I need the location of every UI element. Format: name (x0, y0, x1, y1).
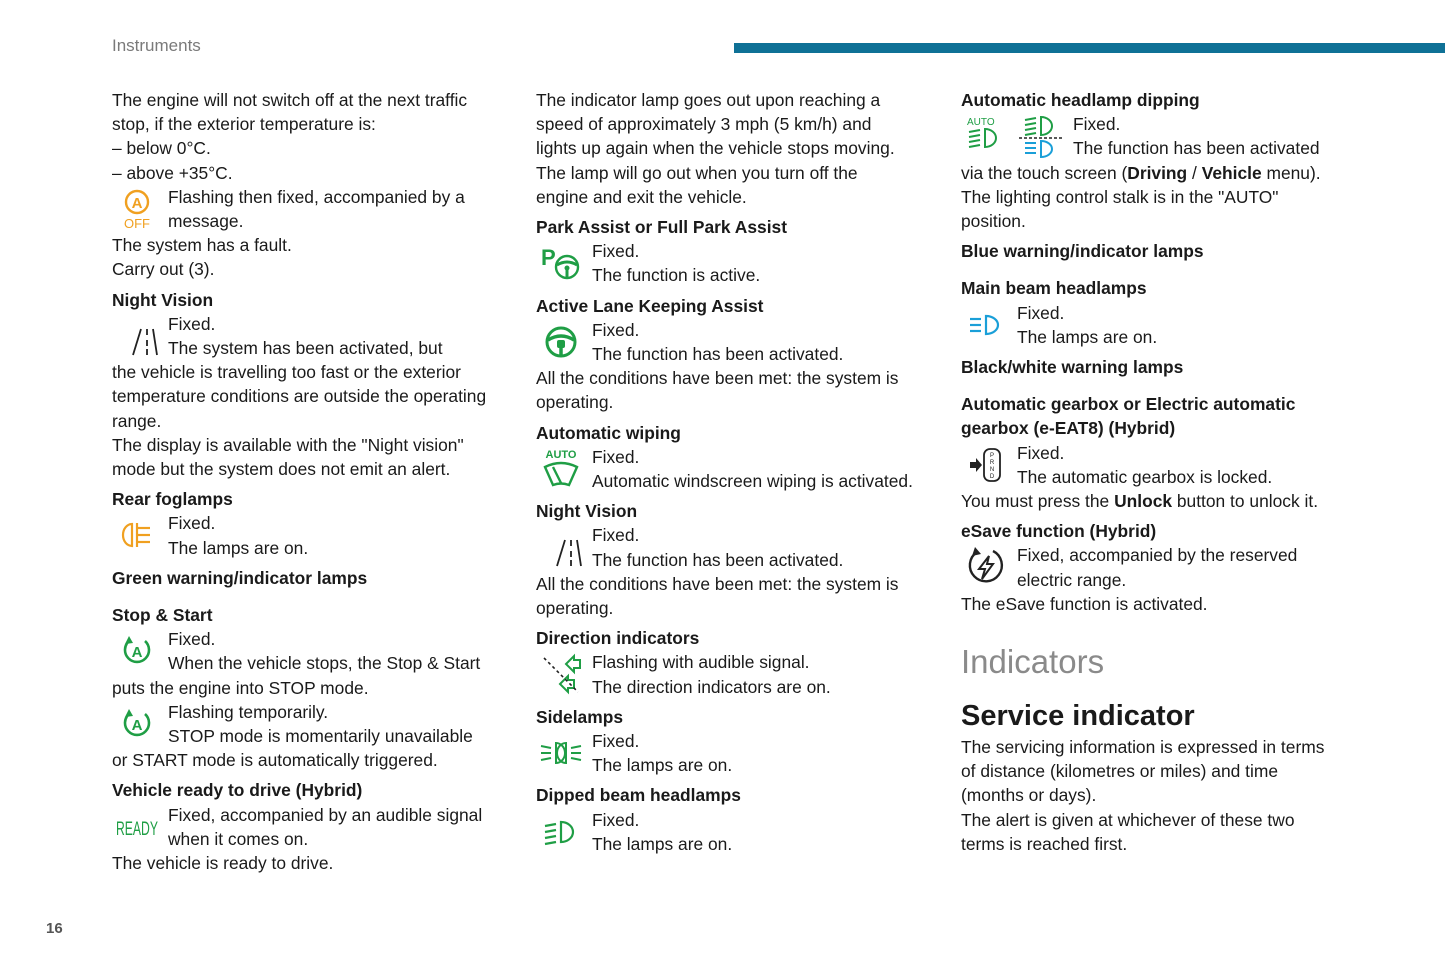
rear-foglamp-icon (112, 513, 162, 557)
lamp-description: The function is active. (592, 265, 761, 286)
lamp-state: Fixed. (1017, 302, 1065, 323)
description-line: temperature conditions are outside the operating (112, 386, 487, 407)
stop-start-icon-letter: A (131, 716, 143, 734)
main-beam-heading: Main beam headlamps (961, 278, 1147, 299)
stop-start-heading: Stop & Start (112, 605, 213, 626)
lamp-description: message. (168, 211, 244, 232)
lamp-state: Flashing then fixed, accompanied by a (168, 186, 465, 207)
gearbox-heading: gearbox (e-EAT8) (Hybrid) (961, 418, 1176, 439)
direction-indicators-heading: Direction indicators (536, 628, 700, 649)
lamp-state: Fixed. (168, 313, 216, 334)
intro-line: stop, if the exterior temperature is: (112, 114, 376, 135)
column-3 (961, 88, 1401, 856)
description-line: The servicing information is expressed in terms (961, 737, 1325, 758)
auto-wiper-icon-label: AUTO (545, 448, 577, 461)
description-line: mode but the system does not emit an alert. (112, 459, 451, 480)
lamp-description: The function has been activated. (592, 344, 844, 365)
auto-headlamp-icons (961, 114, 1073, 158)
description-line: (months or days). (961, 785, 1097, 806)
description-line: speed of approximately 3 mph (5 km/h) and (536, 114, 872, 135)
gearbox-lock-icon (961, 443, 1011, 487)
section-header: Instruments (112, 36, 201, 55)
esave-entry (961, 543, 1401, 591)
lamp-description: The system has been activated, but (168, 338, 443, 359)
ready-icon (112, 805, 162, 849)
vehicle-ready-entry (112, 803, 517, 851)
lamp-state: Flashing with audible signal. (592, 652, 810, 673)
dipped-beam-heading: Dipped beam headlamps (536, 785, 741, 806)
description-line: via the touch screen (Driving / Vehicle menu). (961, 162, 1321, 183)
lamp-description: STOP mode is momentarily unavailable (168, 726, 473, 747)
esave-icon (961, 545, 1011, 589)
lane-keeping-entry (536, 318, 941, 366)
lamp-state: Fixed, accompanied by the reserved (1017, 545, 1298, 566)
lamp-description: The automatic gearbox is locked. (1017, 466, 1273, 487)
auto-headlamp-icon-label: AUTO (967, 117, 995, 129)
auto-headlamp-dipping-entry (961, 112, 1401, 160)
night-vision-entry (112, 312, 517, 360)
lamp-description: electric range. (1017, 569, 1127, 590)
indicators-section-title: Indicators (961, 643, 1105, 681)
lamp-description: Automatic windscreen wiping is activated. (592, 471, 913, 492)
stop-start-flashing-entry (112, 700, 517, 748)
description-line: range. (112, 410, 162, 431)
description-line: The lighting control stalk is in the "AUTO" (961, 186, 1279, 207)
blue-lamps-heading: Blue warning/indicator lamps (961, 241, 1204, 262)
description-line: The alert is given at whichever of these two (961, 809, 1295, 830)
auto-headlamp-dipping-heading: Automatic headlamp dipping (961, 90, 1200, 110)
stop-start-off-icon-label: OFF (124, 215, 150, 231)
park-assist-entry (536, 239, 941, 287)
dipped-beam-entry (536, 808, 941, 856)
vehicle-ready-heading: Vehicle ready to drive (Hybrid) (112, 780, 363, 801)
lane-keeping-heading: Active Lane Keeping Assist (536, 295, 764, 316)
night-vision-heading: Night Vision (536, 501, 638, 522)
description-line: The system has a fault. (112, 235, 292, 256)
description-line: The display is available with the "Night vision" (112, 434, 464, 455)
description-line: operating. (536, 392, 614, 413)
main-beam-entry (961, 301, 1401, 349)
description-line: The vehicle is ready to drive. (112, 853, 334, 874)
stop-start-icon-letter: A (131, 644, 143, 662)
description-line: lights up again when the vehicle stops moving. (536, 138, 895, 159)
stop-start-icon (112, 702, 162, 746)
direction-indicator-icon (536, 652, 586, 696)
stop-start-off-entry (112, 185, 517, 233)
description-line: puts the engine into STOP mode. (112, 677, 369, 698)
sidelamps-entry (536, 729, 941, 777)
gear-letter-d: D (989, 473, 995, 480)
night-vision-heading: Night Vision (112, 289, 214, 310)
main-beam-icon (961, 303, 1011, 347)
automatic-wiping-entry (536, 445, 941, 493)
esave-heading: eSave function (Hybrid) (961, 521, 1157, 542)
description-line: Carry out (3). (112, 259, 215, 280)
description-line: The eSave function is activated. (961, 593, 1208, 614)
lamp-description: The function has been activated. (592, 549, 844, 570)
park-assist-heading: Park Assist or Full Park Assist (536, 217, 787, 238)
lamp-state: Fixed. (1017, 442, 1065, 463)
lamp-description: The lamps are on. (592, 833, 733, 854)
temperature-bullet: – below 0°C. (112, 138, 211, 159)
lamp-state: Flashing temporarily. (168, 701, 329, 722)
rear-foglamps-heading: Rear foglamps (112, 489, 233, 510)
lamp-description: The direction indicators are on. (592, 676, 831, 697)
lamp-description: The lamps are on. (168, 537, 309, 558)
page-number: 16 (46, 920, 63, 937)
description-line: engine and exit the vehicle. (536, 186, 747, 207)
stop-start-off-icon (112, 187, 162, 231)
description-line: The lamp will go out when you turn off the (536, 162, 858, 183)
gearbox-heading: Automatic gearbox or Electric automatic (961, 394, 1296, 415)
lamp-state: Fixed. (168, 513, 216, 534)
description-line: or START mode is automatically triggered. (112, 750, 438, 771)
description-line: position. (961, 211, 1026, 232)
sidelamps-icon (536, 731, 586, 775)
lamp-state: Fixed. (592, 446, 640, 467)
sidelamps-heading: Sidelamps (536, 706, 623, 727)
night-vision-entry (536, 523, 941, 571)
description-line: terms is reached first. (961, 833, 1128, 854)
rear-foglamps-entry (112, 511, 517, 559)
lamp-state: Fixed. (592, 319, 640, 340)
service-indicator-heading: Service indicator (961, 700, 1195, 733)
description-line: of distance (kilometres or miles) and time (961, 761, 1279, 782)
stop-start-off-icon-letter: A (131, 194, 143, 212)
description-line: The indicator lamp goes out upon reaching a (536, 90, 881, 110)
lamp-description: when it comes on. (168, 828, 309, 849)
lamp-state: Fixed. (592, 731, 640, 752)
intro-line: The engine will not switch off at the next traffic (112, 90, 468, 110)
column-2 (536, 88, 941, 856)
stop-start-entry (112, 627, 517, 675)
description-line: All the conditions have been met: the system is (536, 368, 899, 389)
header-accent-bar (734, 43, 1445, 53)
park-assist-icon (536, 241, 586, 285)
gear-letter-r: R (989, 459, 995, 466)
automatic-wiping-heading: Automatic wiping (536, 422, 681, 443)
lamp-description: The lamps are on. (592, 755, 733, 776)
lamp-state: Fixed. (592, 525, 640, 546)
green-lamps-heading: Green warning/indicator lamps (112, 567, 368, 588)
description-line: All the conditions have been met: the system is (536, 573, 899, 594)
steering-wheel-icon (536, 320, 586, 364)
direction-indicators-entry (536, 650, 941, 698)
lamp-state: Fixed. (168, 629, 216, 650)
lamp-description: The lamps are on. (1017, 326, 1158, 347)
ready-icon-label: READY (116, 818, 159, 840)
gearbox-entry (961, 441, 1401, 489)
dipped-beam-icon (536, 810, 586, 854)
lamp-state: Fixed. (1073, 114, 1121, 135)
column-1 (112, 88, 517, 875)
night-vision-icon (536, 525, 586, 569)
description-line: You must press the Unlock button to unlock it. (961, 491, 1319, 512)
gear-letter-p: P (989, 452, 995, 459)
gear-letter-n: N (989, 466, 995, 473)
night-vision-icon (112, 314, 162, 358)
lamp-description: The function has been activated (1073, 138, 1320, 159)
lamp-state: Fixed, accompanied by an audible signal (168, 804, 483, 825)
lamp-state: Fixed. (592, 241, 640, 262)
park-assist-icon-letter: P (541, 245, 556, 271)
stop-start-icon (112, 629, 162, 673)
temperature-bullet: – above +35°C. (112, 162, 233, 183)
auto-wiper-icon (536, 445, 586, 491)
lamp-state: Fixed. (592, 809, 640, 830)
black-white-lamps-heading: Black/white warning lamps (961, 357, 1184, 378)
lamp-description: When the vehicle stops, the Stop & Start (168, 653, 481, 674)
description-line: the vehicle is travelling too fast or the exterior (112, 362, 461, 383)
description-line: operating. (536, 598, 614, 619)
